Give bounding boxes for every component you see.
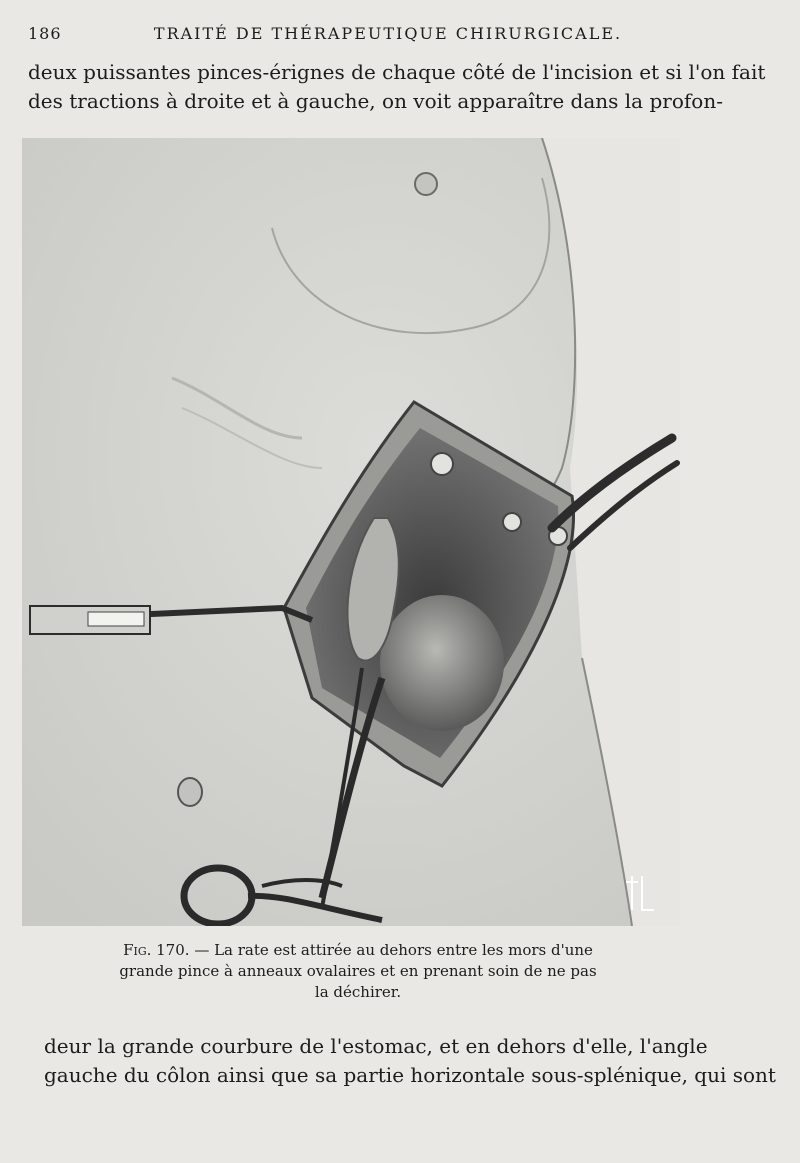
left-retractor-handle: [88, 612, 144, 626]
spleen: [380, 595, 504, 731]
text-line: des tractions à droite et à gauche, on voit apparaître dans la profon-: [28, 89, 723, 113]
retractor-tip: [503, 513, 521, 531]
nipple: [415, 173, 437, 195]
text-line: deux puissantes pinces-érignes de chaque côté de l'incision et si l'on fait: [28, 60, 766, 84]
retractor-tip: [431, 453, 453, 475]
figure-caption: [110, 940, 606, 1003]
navel: [178, 778, 202, 806]
paragraph-top: [28, 58, 766, 116]
caption-line: grande pince à anneaux ovalaires et en prenant soin de ne pas: [119, 962, 597, 980]
running-title: TRAITÉ DE THÉRAPEUTIQUE CHIRURGICALE.: [153, 24, 623, 43]
surgical-illustration: [22, 138, 680, 926]
caption-text: — La rate est attirée au dehors entre les mors d'une: [189, 941, 593, 959]
page-number: 186: [28, 24, 62, 43]
caption-line: [110, 940, 606, 961]
page-header: [28, 24, 748, 48]
text-line: gauche du côlon ainsi que sa partie horizontale sous-splénique, qui sont: [44, 1063, 776, 1087]
illustration-drawing: [22, 138, 680, 926]
figure-label: Fig. 170.: [123, 941, 190, 959]
text-line: deur la grande courbure de l'estomac, et en dehors d'elle, l'angle: [44, 1034, 708, 1058]
caption-line: la déchirer.: [314, 983, 402, 1001]
paragraph-bottom: [44, 1032, 776, 1090]
